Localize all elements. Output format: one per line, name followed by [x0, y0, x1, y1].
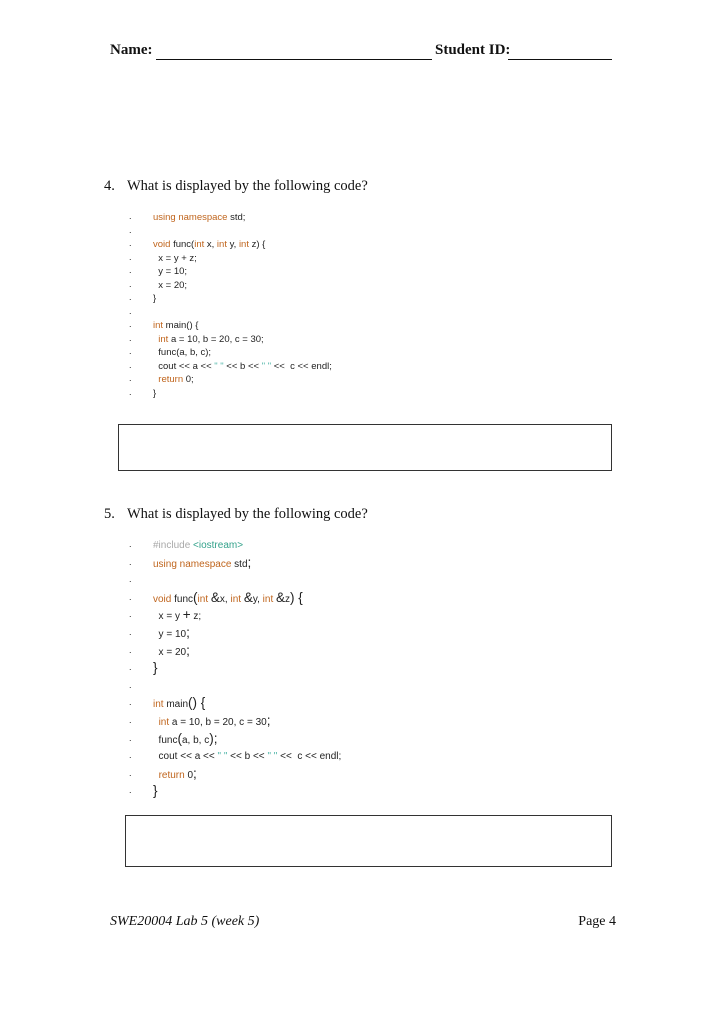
code-text: using namespace std;: [153, 212, 246, 223]
line-bullet: .: [129, 359, 132, 370]
line-bullet: .: [129, 767, 132, 778]
line-bullet: .: [129, 785, 132, 796]
line-bullet: .: [129, 319, 132, 329]
line-bullet: .: [129, 224, 132, 235]
code-text: return 0;: [158, 374, 194, 385]
line-bullet: .: [129, 265, 132, 275]
page-number: Page 4: [578, 914, 616, 929]
line-bullet: .: [129, 278, 132, 289]
line-bullet: .: [129, 386, 132, 397]
line-bullet: .: [129, 373, 132, 383]
code-text: }: [153, 387, 157, 399]
line-bullet: .: [129, 626, 132, 637]
code-text: return 0;: [158, 765, 197, 781]
answer-box-q5[interactable]: [125, 815, 612, 867]
code-text: }: [153, 783, 158, 799]
question-4: [104, 178, 368, 195]
line-bullet: .: [129, 346, 132, 356]
question-5: [104, 506, 368, 523]
code-text: y = 10;: [153, 266, 188, 277]
code-text: cout << a << " " << b << " " << c << endl;: [153, 360, 332, 372]
name-field[interactable]: [156, 59, 432, 60]
code-text: int a = 10, b = 20, c = 30;: [158, 333, 264, 345]
answer-box-q4[interactable]: [118, 424, 612, 471]
line-bullet: .: [129, 591, 132, 602]
name-label: Name:: [110, 42, 153, 58]
code-text: using namespace std;: [153, 554, 252, 570]
code-text: void func(int x, int y, int z) {: [153, 239, 266, 250]
question-prompt: What is displayed by the following code?: [127, 178, 368, 194]
question-number: 4.: [104, 178, 115, 194]
code-text: x = y + z;: [153, 252, 197, 264]
question-number: 5.: [104, 506, 115, 522]
line-bullet: .: [129, 732, 132, 743]
line-bullet: .: [129, 211, 132, 221]
code-text: x = 20;: [153, 642, 190, 658]
question-prompt: What is displayed by the following code?: [127, 506, 368, 522]
line-bullet: .: [129, 332, 132, 343]
line-bullet: .: [129, 539, 132, 549]
code-text: int main() {: [153, 695, 206, 711]
line-bullet: .: [129, 679, 132, 690]
student-header: [110, 42, 612, 64]
line-bullet: .: [129, 750, 132, 761]
student-id-field[interactable]: [508, 59, 612, 60]
line-bullet: .: [129, 714, 132, 725]
code-text: x = y + z;: [153, 607, 202, 623]
line-bullet: .: [129, 251, 132, 262]
code-text: int a = 10, b = 20, c = 30;: [158, 712, 271, 728]
line-bullet: .: [129, 609, 132, 620]
code-text: #include <iostream>: [153, 540, 244, 551]
line-bullet: .: [129, 662, 132, 673]
code-text: y = 10;: [153, 624, 190, 640]
line-bullet: .: [129, 644, 132, 655]
code-text: func(a, b, c);: [153, 730, 218, 746]
line-bullet: .: [129, 305, 132, 316]
line-bullet: .: [129, 292, 132, 302]
code-text: }: [153, 293, 157, 304]
course-label: SWE20004 Lab 5 (week 5): [110, 914, 260, 929]
code-text: int main() {: [153, 320, 199, 331]
line-bullet: .: [129, 238, 132, 248]
code-text: x = 20;: [153, 279, 188, 291]
student-id-label: Student ID:: [435, 42, 511, 58]
line-bullet: .: [129, 697, 132, 708]
line-bullet: .: [129, 556, 132, 567]
code-text: }: [153, 660, 158, 676]
line-bullet: .: [129, 574, 132, 585]
code-text: void func(int &x, int &y, int &z) {: [153, 589, 303, 605]
code-text: func(a, b, c);: [153, 347, 212, 358]
code-text: cout << a << " " << b << " " << c << endl;: [153, 751, 342, 763]
